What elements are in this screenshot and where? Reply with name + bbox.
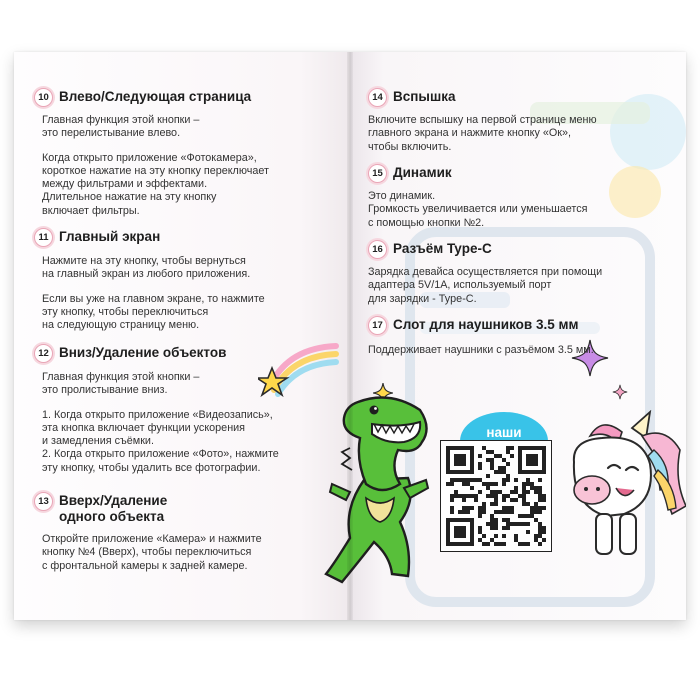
unicorn-illustration [562,410,686,560]
section-title: Главный экран [59,229,161,244]
section-13 [34,492,324,573]
section-text: Это динамик. Громкость увеличивается или уменьшается с помощью кнопки №2. [368,190,588,229]
section-11 [34,228,324,332]
section-title: Вниз/Удаление объектов [59,345,227,360]
section-text: Когда открыто приложение «Фотокамера», короткое нажатие на эту кнопку переключает между фильтрами и эффектами. Длительное нажатие на эту кнопку включает фильтры. [42,151,269,217]
section-text: Поддерживает наушники с разъёмом 3.5 мм. [368,344,594,356]
section-text: Зарядка девайса осуществляется при помощи адаптера 5V/1A, используемый порт для зарядки - Type-C. [368,266,603,305]
dinosaur-illustration [320,388,470,588]
section-number-badge: 15 [368,164,387,183]
page-fold [347,52,353,620]
section-number-badge: 16 [368,240,387,259]
section-number-badge: 13 [34,492,53,511]
section-title: Вверх/Удаление одного объекта [59,493,168,524]
section-16 [368,240,668,306]
section-number-badge: 17 [368,316,387,335]
section-text: Нажмите на эту кнопку, чтобы вернуться на главный экран из любого приложения. [42,255,251,281]
section-12 [34,344,324,475]
section-text: Включите вспышку на первой странице меню главного экрана и нажмите кнопку «Ок», чтобы включить. [368,114,597,153]
sparkle-icon [612,384,628,400]
section-title: Разъём Type-C [393,241,492,256]
section-number-badge: 14 [368,88,387,107]
promo-badge-text: наши [486,425,522,440]
section-title: Влево/Следующая страница [59,89,252,104]
section-number-badge: 11 [34,228,53,247]
section-title: Динамик [393,165,452,180]
section-number-badge: 10 [34,88,53,107]
section-number-badge: 12 [34,344,53,363]
section-10 [34,88,324,218]
section-text: 1. Когда открыто приложение «Видеозапись», эта кнопка включает функции ускорения и замедления съёмки. 2. Когда открыто приложение «Фото», нажмите эту кнопку, чтобы удалить все фотографии. [42,408,279,474]
section-title: Вспышка [393,89,456,104]
section-text: Главная функция этой кнопки – это пролистывание вниз. [42,371,200,397]
section-text: Главная функция этой кнопки – это перелистывание влево. [42,114,200,140]
section-text: Если вы уже на главном экране, то нажмите эту кнопку, чтобы переключиться на следующую страницу меню. [42,292,265,332]
section-title: Слот для наушников 3.5 мм [393,317,579,332]
section-14 [368,88,668,154]
section-17 [368,316,668,357]
section-15 [368,164,668,230]
section-text: Откройте приложение «Камера» и нажмите кнопку №4 (Вверх), чтобы переключиться с фронтальной камеры к задней камере. [42,533,262,572]
